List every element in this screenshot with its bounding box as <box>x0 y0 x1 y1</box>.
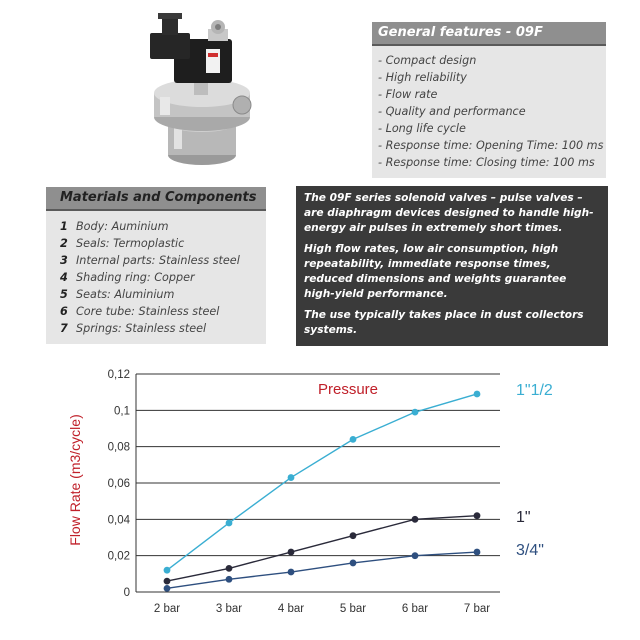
item-number: 5 <box>60 288 68 301</box>
data-point <box>164 578 171 585</box>
item-text: Body: Auminium <box>76 220 169 233</box>
general-features-header <box>372 22 606 46</box>
item-number: 6 <box>60 305 68 318</box>
list-item: - Flow rate <box>378 88 438 101</box>
list-item: - Long life cycle <box>378 122 466 135</box>
series-lines <box>167 394 477 588</box>
x-tick-labels <box>154 603 490 615</box>
item-number: 2 <box>60 237 68 250</box>
data-point <box>164 567 171 574</box>
item-text: Springs: Stainless steel <box>76 322 207 335</box>
y-tick-label: 0,08 <box>107 441 130 454</box>
list-item: - Quality and performance <box>378 105 526 118</box>
data-point <box>226 520 233 527</box>
item-text: Core tube: Stainless steel <box>76 305 220 318</box>
data-point <box>164 585 171 592</box>
materials-title: Materials and Components <box>60 190 257 205</box>
data-point <box>412 516 419 523</box>
series-label-1-1-2: 1"1/2 <box>516 382 553 399</box>
x-tick-label: 3 bar <box>215 603 243 615</box>
x-tick-label: 7 bar <box>463 603 491 615</box>
x-tick-label: 6 bar <box>401 603 429 615</box>
y-tick-label: 0 <box>123 587 130 599</box>
y-axis-label: Flow Rate (m3/cycle) <box>67 414 83 546</box>
y-tick-label: 0,06 <box>107 478 130 490</box>
data-point <box>350 560 357 567</box>
list-item <box>60 252 266 269</box>
list-item <box>60 320 266 337</box>
item-number: 1 <box>60 220 68 233</box>
item-text: Seats: Aluminium <box>76 288 175 301</box>
item-text: Shading ring: Copper <box>76 271 195 284</box>
chart-title: Pressure <box>318 381 379 398</box>
list-item: - Response time: Closing time: 100 ms <box>378 156 595 169</box>
data-point <box>288 549 295 556</box>
data-point <box>288 474 295 481</box>
materials-header <box>46 187 266 211</box>
general-features-title: General features - 09F <box>378 25 543 40</box>
x-tick-label: 4 bar <box>277 603 305 615</box>
data-point <box>474 549 481 556</box>
materials-panel <box>46 211 266 344</box>
data-point <box>226 565 233 572</box>
x-tick-label: 2 bar <box>153 603 181 615</box>
chart-grid <box>136 374 500 592</box>
item-number: 4 <box>60 271 68 284</box>
list-item: - Response time: Opening Time: 100 ms <box>378 139 604 152</box>
description-paragraph: The use typically takes place in dust collectors systems. <box>304 309 584 336</box>
list-item: - Compact design <box>378 54 477 67</box>
description-paragraph: The 09F series solenoid valves – pulse valves – are diaphragm devices designed to handle high-energy air pulses in extremely short times. <box>304 192 594 234</box>
series-points <box>164 391 481 592</box>
data-point <box>350 532 357 539</box>
flow-rate-chart <box>0 356 640 636</box>
list-item <box>60 286 266 303</box>
data-point <box>226 576 233 583</box>
series-line <box>167 516 477 581</box>
data-point <box>474 512 481 519</box>
description-panel <box>296 186 608 346</box>
pulse-valve-image <box>130 5 270 175</box>
general-features-panel <box>372 46 606 178</box>
item-text: Seals: Termoplastic <box>76 237 185 250</box>
y-tick-label: 0,04 <box>107 514 130 527</box>
x-tick-label: 5 bar <box>339 603 367 615</box>
list-item <box>60 218 266 235</box>
item-number: 3 <box>60 254 68 267</box>
series-label-3-4: 3/4" <box>516 542 544 559</box>
y-tick-label: 0,1 <box>114 405 130 418</box>
general-features-list <box>372 46 606 171</box>
item-number: 7 <box>60 322 68 335</box>
data-point <box>474 391 481 398</box>
y-tick-label: 0,12 <box>107 369 130 381</box>
y-tick-label: 0,02 <box>107 550 130 563</box>
list-item <box>60 235 266 252</box>
list-item: - High reliability <box>378 71 467 84</box>
y-tick-labels <box>108 369 131 599</box>
data-point <box>412 409 419 416</box>
item-text: Internal parts: Stainless steel <box>76 254 240 267</box>
description-paragraph: High flow rates, low air consumption, high repeatability, immediate response times, reduced dimensions and weights guarantee high-yield performance. <box>304 243 567 300</box>
series-label-1: 1" <box>516 509 531 526</box>
data-point <box>412 552 419 559</box>
list-item <box>60 269 266 286</box>
series-line <box>167 552 477 588</box>
materials-list <box>46 211 266 337</box>
data-point <box>350 436 357 443</box>
data-point <box>288 569 295 576</box>
list-item <box>60 303 266 320</box>
